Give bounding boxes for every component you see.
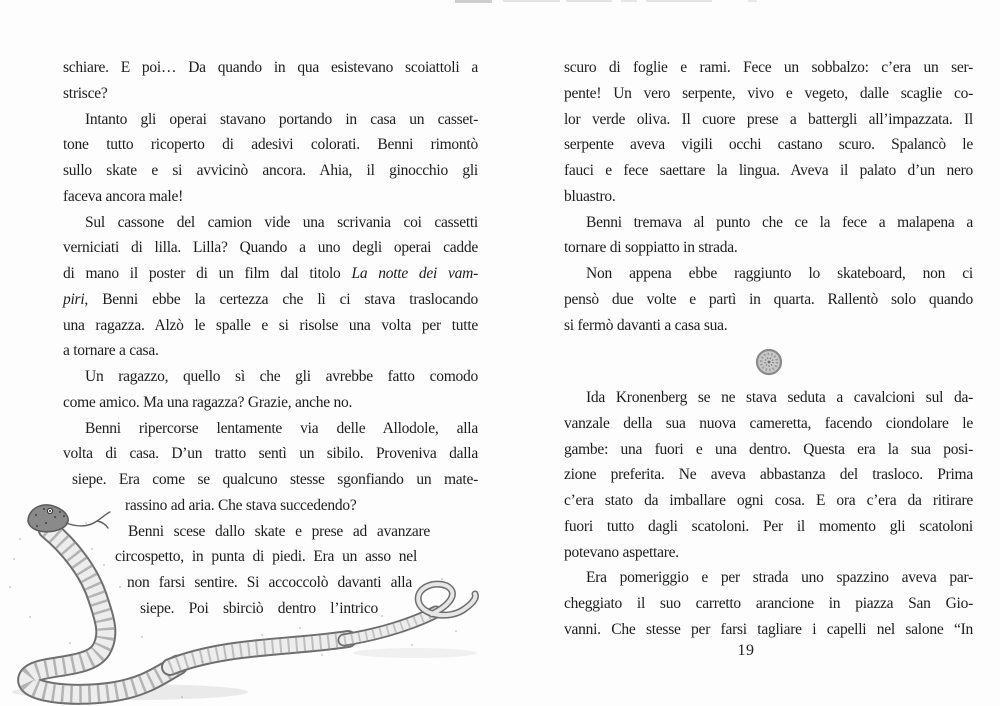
text-line xyxy=(564,210,973,236)
text-line xyxy=(564,385,973,411)
text-segment: c’era stato da imballare ogni cosa. E ora c’era da ritirare xyxy=(564,492,973,509)
text-line xyxy=(63,184,478,210)
text-segment: Benni scese dallo skate e prese ad avanzare xyxy=(128,522,430,540)
text-segment: Benni ripercorse lentamente via delle Allodole, alla xyxy=(85,419,478,437)
text-segment: fauci e fece saettare la lingua. Aveva il palato d’un nero xyxy=(564,162,973,179)
italic-text-segment: La notte dei vam- xyxy=(351,265,478,282)
text-segment: tornare di soppiatto in strada. xyxy=(564,239,738,257)
text-segment: fuori tutto dagli scatoloni. Per il momento gli scatoloni xyxy=(564,517,973,535)
text-line xyxy=(564,540,973,566)
text-segment: zione preferita. Ne aveva abbastanza del trasloco. Prima xyxy=(564,466,973,484)
text-segment: Un ragazzo, quello sì che gli avrebbe fatto comodo xyxy=(85,368,478,385)
text-line xyxy=(63,132,478,158)
text-line xyxy=(63,416,478,442)
text-segment: di mano il poster di un film dal titolo xyxy=(63,265,352,282)
text-line xyxy=(63,390,478,416)
text-segment: a tornare a casa. xyxy=(63,342,159,360)
text-segment: si fermò davanti a casa sua. xyxy=(564,316,728,334)
text-segment: Sul cassone del camion vide una scrivania coi cassetti xyxy=(85,213,478,231)
text-line xyxy=(564,55,973,81)
text-segment: strisce? xyxy=(63,84,108,102)
text-segment: serpente aveva vigili occhi castano scuro. Spalancò le xyxy=(564,136,973,154)
text-segment: Non appena ebbe raggiunto lo skateboard, non ci xyxy=(586,265,973,282)
text-segment: sullo skate e si avvicinò ancora. Ahia, il ginocchio gli xyxy=(63,162,478,179)
text-line xyxy=(63,235,478,261)
text-line xyxy=(63,364,478,390)
cropped-header-artifact xyxy=(503,0,560,2)
text-segment: vanzale della sua nuova cameretta, facendo ciondolare le xyxy=(564,414,973,432)
text-segment: non farsi sentire. Si accoccolò davanti alla xyxy=(127,574,412,591)
text-segment: faceva ancora male! xyxy=(63,187,184,205)
text-line xyxy=(564,313,973,339)
cropped-header-artifact xyxy=(566,0,612,2)
text-line xyxy=(564,617,973,643)
text-line xyxy=(63,313,478,339)
text-segment: Intanto gli operai stavano portando in casa un casset- xyxy=(85,110,478,128)
text-segment: volta di casa. D’un tratto sentì un sibilo. Proveniva dalla xyxy=(63,445,478,463)
cropped-header-artifact xyxy=(646,0,712,2)
cropped-header-artifact xyxy=(748,0,757,2)
text-line xyxy=(564,591,973,617)
text-segment: vanni. Che stesse per farsi tagliare i capelli nel salone “In xyxy=(564,620,973,638)
text-segment: schiare. E poi… Da quando in qua esistevano scoiattoli a xyxy=(63,59,478,76)
text-line xyxy=(564,411,973,437)
text-segment: gambe: una fuori e una dentro. Questa era la sua posi- xyxy=(564,440,973,458)
text-line xyxy=(564,565,973,591)
cropped-header-artifact xyxy=(621,0,637,2)
text-segment: Era pomeriggio e per strada uno spazzino aveva par- xyxy=(586,569,973,587)
text-line xyxy=(564,287,973,313)
text-line xyxy=(63,55,478,81)
text-segment: lor verde oliva. Il cuore prese a battergli all’impazzata. Il xyxy=(564,110,973,128)
text-segment: scuro di foglie e rami. Fece un sobbalzo: c’era un ser- xyxy=(564,59,973,76)
text-segment: tone tutto ricoperto di adesivi colorati. Benni rimontò xyxy=(63,136,478,154)
text-segment: siepe. Poi sbirciò dentro l’intrico xyxy=(140,599,378,617)
text-line xyxy=(564,462,973,488)
text-line xyxy=(564,488,973,514)
text-line xyxy=(564,437,973,463)
right-text-column xyxy=(564,55,973,643)
text-line xyxy=(63,210,478,236)
text-segment: rassino ad aria. Che stava succedendo? xyxy=(125,496,357,514)
italic-text-segment: piri xyxy=(63,290,85,308)
text-line xyxy=(63,287,478,313)
text-line xyxy=(72,467,478,493)
text-line xyxy=(63,107,478,133)
text-line xyxy=(564,261,973,287)
text-segment: cheggiato il suo carretto arancione in piazza San Gio- xyxy=(564,595,973,612)
text-segment: una ragazza. Alzò le spalle e si risolse una volta per tutte xyxy=(63,316,478,334)
text-line xyxy=(564,514,973,540)
text-line xyxy=(564,158,973,184)
text-line xyxy=(564,81,973,107)
text-segment: pensò due volte e partì in quarta. Rallentò solo quando xyxy=(564,290,973,308)
text-line xyxy=(564,107,973,133)
text-segment: bluastro. xyxy=(564,187,616,205)
text-segment: , Benni ebbe la certezza che lì ci stava traslocando xyxy=(84,290,478,308)
coiled-snake-stamp-icon xyxy=(755,348,783,376)
text-segment: potevano aspettare. xyxy=(564,543,679,561)
text-segment: Benni tremava al punto che ce la fece a malapena a xyxy=(586,213,973,231)
text-segment: come amico. Ma una ragazza? Grazie, anche no. xyxy=(63,393,353,411)
text-line xyxy=(564,184,973,210)
text-line xyxy=(63,261,478,287)
text-line xyxy=(564,235,973,261)
cropped-header-artifact xyxy=(455,0,492,3)
text-segment: siepe. Era come se qualcuno stesse sgonfiando un mate- xyxy=(72,471,478,488)
text-segment: Ida Kronenberg se ne stava seduta a cavalcioni sul da- xyxy=(586,389,973,406)
snake-illustration xyxy=(0,495,500,706)
section-divider xyxy=(564,338,973,385)
text-segment: pente! Un vero serpente, vivo e vegeto, dalle scaglie co- xyxy=(564,84,973,102)
text-segment: circospetto, in punta di piedi. Era un asso nel xyxy=(115,548,417,566)
text-line xyxy=(63,441,478,467)
text-line xyxy=(63,158,478,184)
page-number: 19 xyxy=(737,642,755,659)
text-line xyxy=(63,338,478,364)
text-line xyxy=(63,81,478,107)
text-segment: verniciati di lilla. Lilla? Quando a uno degli operai cadde xyxy=(63,239,478,257)
text-line xyxy=(564,132,973,158)
